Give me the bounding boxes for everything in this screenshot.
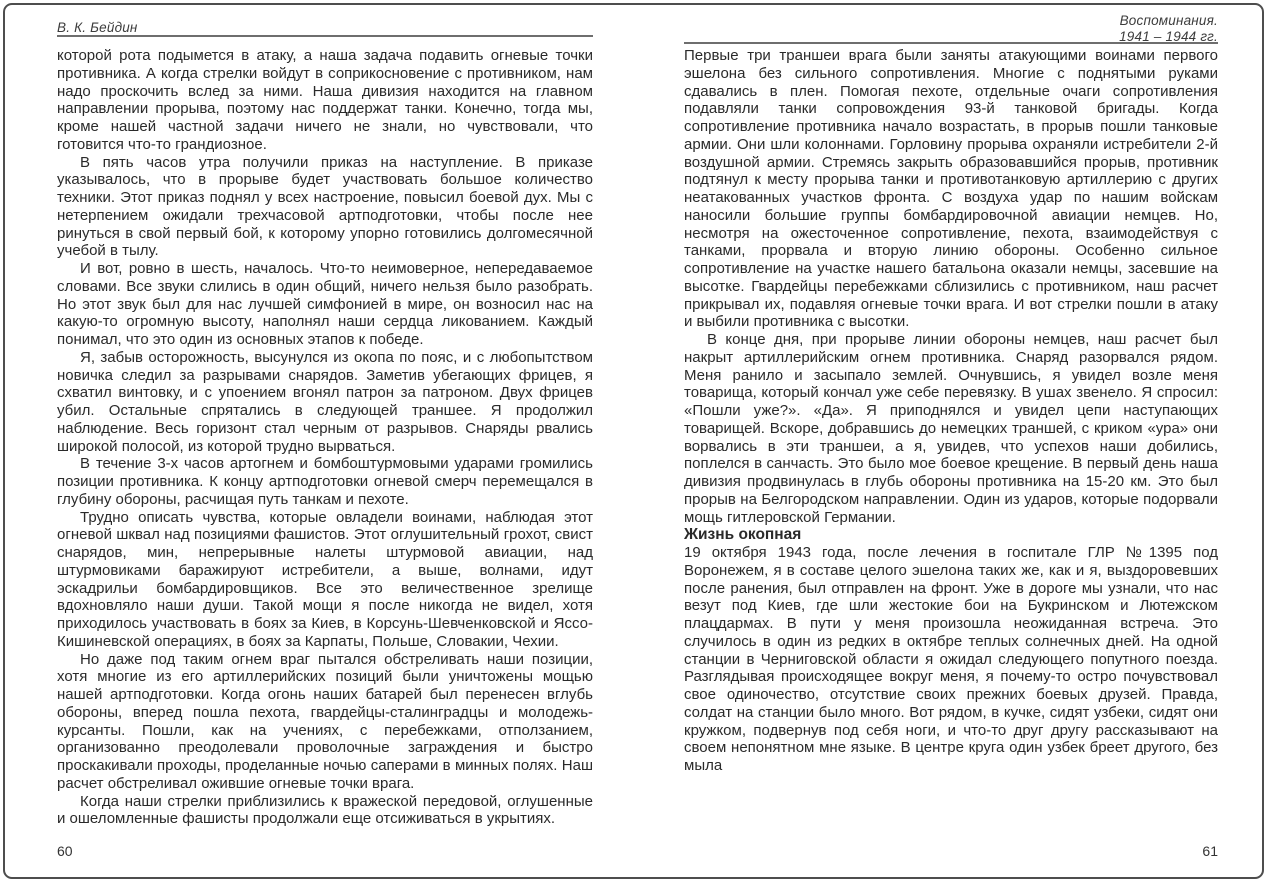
right-page (684, 0, 1218, 882)
paragraph: Когда наши стрелки приблизились к вражеской передовой, оглушенные и ошеломленные фашисты продолжали еще отсиживаться в укрытиях. (57, 792, 593, 828)
left-header-rule (57, 35, 593, 37)
right-running-header (1119, 13, 1218, 44)
left-page-body (57, 47, 593, 828)
left-page-number: 60 (57, 843, 73, 859)
section-heading: Жизнь окопная (684, 526, 802, 544)
paragraph: И вот, ровно в шесть, началось. Что-то неимоверное, непередаваемое словами. Все звуки слились в один общий, ничего нельзя было разобрать. Но этот звук был для нас лучшей симфонией в мире, он возносил нас на какую-то огромную высоту, наполнял наши сердца ликованием. Каждый понимал, что это один из основных этапов к победе. (57, 260, 593, 348)
left-running-header: В. К. Бейдин (57, 20, 138, 35)
paragraph: В пять часов утра получили приказ на наступление. В приказе указывалось, что в прорыве будет участвовать большое количество техники. Этот приказ поднял у всех настроение, повысил боевой дух. Мы с нетерпением ожидали трехчасовой артподготовки, чтобы после нее ринуться в свой первый бой, к которому упорно готовились долгомесячной учебой в тылу. (57, 153, 593, 260)
right-running-header-line1: Воспоминания. (1119, 13, 1218, 28)
right-page-number: 61 (1202, 843, 1218, 859)
right-running-header-line2: 1941 – 1944 гг. (1119, 28, 1218, 44)
left-page (57, 0, 593, 882)
paragraph: Трудно описать чувства, которые овладели воинами, наблюдая этот огневой шквал над позициями фашистов. Этот оглушительный грохот, свист снарядов, мин, непрерывные налеты штурмовой авиации, над штурмовиками баражируют истребители, а выше, волнами, идут эскадрильи бомбардировщиков. Все это величественное зрелище вдохновляло наши души. Такой мощи я после никогда не видел, хотя приходилось участвовать в боях за Киев, в Корсунь-Шевченковской и Яссо-Кишиневской операциях, в боях за Карпаты, Польше, Словакии, Чехии. (57, 508, 593, 650)
paragraph: Первые три траншеи врага были заняты атакующими воинами первого эшелона без сильного сопротивления. Многие с поднятыми руками сдавались в плен. Помогая пехоте, отдельные очаги сопротивления подавляли танки сопровождения 93-й танковой бригады. Когда сопротивление противника начало возрастать, в прорыв пошли танковые армии. Они шли колоннами. Горловину прорыва охраняли истребители 2-й воздушной армии. Стремясь закрыть образовавшийся прорыв, противник подтянул к месту прорыва танки и противотанковую артиллерию с других неатакованных участков фронта. С воздуха удар по нашим войскам наносили большие группы бомбардировочной авиации немцев. Но, несмотря на ожесточенное сопротивление, пехота, взаимодействуя с танками, прорвала и вторую линию обороны. Особенно сильное сопротивление на участке нашего батальона оказали немцы, засевшие на высотке. Гвардейцы перебежками сблизились с противником, наш расчет прикрывал их, подавляя огневые точки врага. И вот стрелки пошли в атаку и выбили противника с высотки. (684, 47, 1218, 331)
right-header-rule (684, 42, 1218, 44)
paragraph: В течение 3-х часов артогнем и бомбоштурмовыми ударами громились позиции противника. К концу артподготовки огневой смерч перемещался в глубину обороны, расчищая путь танкам и пехоте. (57, 455, 593, 508)
right-page-body (684, 47, 1218, 775)
paragraph: В конце дня, при прорыве линии обороны немцев, наш расчет был накрыт артиллерийским огнем противника. Снаряд разорвался рядом. Меня ранило и засыпало землей. Очнувшись, я увидел возле меня товарища, который кончал уже себе перевязку. В ушах звенело. Я спросил: «Пошли уже?». «Да». Я приподнялся и увидел цепи наступающих товарищей. Вскоре, добравшись до немецких траншей, с криком «ура» они ворвались в эти траншеи, а я, увидев, что успехов наши добились, поплелся в санчасть. Это было мое боевое крещение. В первый день наша дивизия продвинулась в глубь обороны противника на 15-20 км. Это был прорыв на Белгородском направлении. Один из ударов, которые подорвали мощь гитлеровской Германии. (684, 331, 1218, 526)
paragraph: 19 октября 1943 года, после лечения в госпитале ГЛР №1395 под Воронежем, я в составе целого эшелона таких же, как и я, выздоровевших после ранения, был отправлен на фронт. Уже в дороге мы узнали, что нас везут под Киев, где шли жестокие бои на Букринском и Лютежском плацдармах. В пути у меня произошла неожиданная встреча. Это случилось в один из редких в октябре теплых солнечных дней. На одной станции в Черниговской области я ожидал следующего попутного поезда. Разглядывая происходящее вокруг меня, я почему-то остро почувствовал свое одиночество, отсутствие своих прежних боевых друзей. Правда, солдат на станции было много. Вот рядом, в кучке, сидят узбеки, сидят они кружком, подвернув под себя ноги, и что-то друг другу рассказывают на своем непонятном мне языке. В центре круга один узбек бреет другого, без мыла (684, 544, 1218, 774)
paragraph: которой рота подымется в атаку, а наша задача подавить огневые точки противника. А когда стрелки войдут в соприкосновение с противником, нам надо проскочить вслед за ними. Наша дивизия находится на главном направлении прорыва, поэтому нас поддержат танки. Конечно, тогда мы, кроме нашей частной задачи ничего не знали, но чувствовали, что готовится что-то грандиозное. (57, 47, 593, 153)
paragraph: Я, забыв осторожность, высунулся из окопа по пояс, и с любопытством новичка следил за разрывами снарядов. Заметив убегающих фрицев, я схватил винтовку, и с упоением вгонял патрон за патроном. Двух фрицев убил. Остальные спрятались в следующей траншее. Я продолжил наблюдение. Весь горизонт стал черным от разрывов. Снаряды рвались широкой полосой, из которой трудно вырваться. (57, 348, 593, 455)
paragraph: Но даже под таким огнем враг пытался обстреливать наши позиции, хотя многие из его артиллерийских позиций были уничтожены мощью нашей артподготовки. Когда огонь наших батарей был перенесен вглубь обороны, вперед пошла пехота, гвардейцы-сталинградцы и молодежь-курсанты. Пошли, как на учениях, с перебежками, отползанием, организованно преодолевали проволочные заграждения и быстро проскакивали проходы, проделанные ночью саперами в минных полях. Наш расчет обстреливал ожившие огневые точки врага. (57, 650, 593, 792)
